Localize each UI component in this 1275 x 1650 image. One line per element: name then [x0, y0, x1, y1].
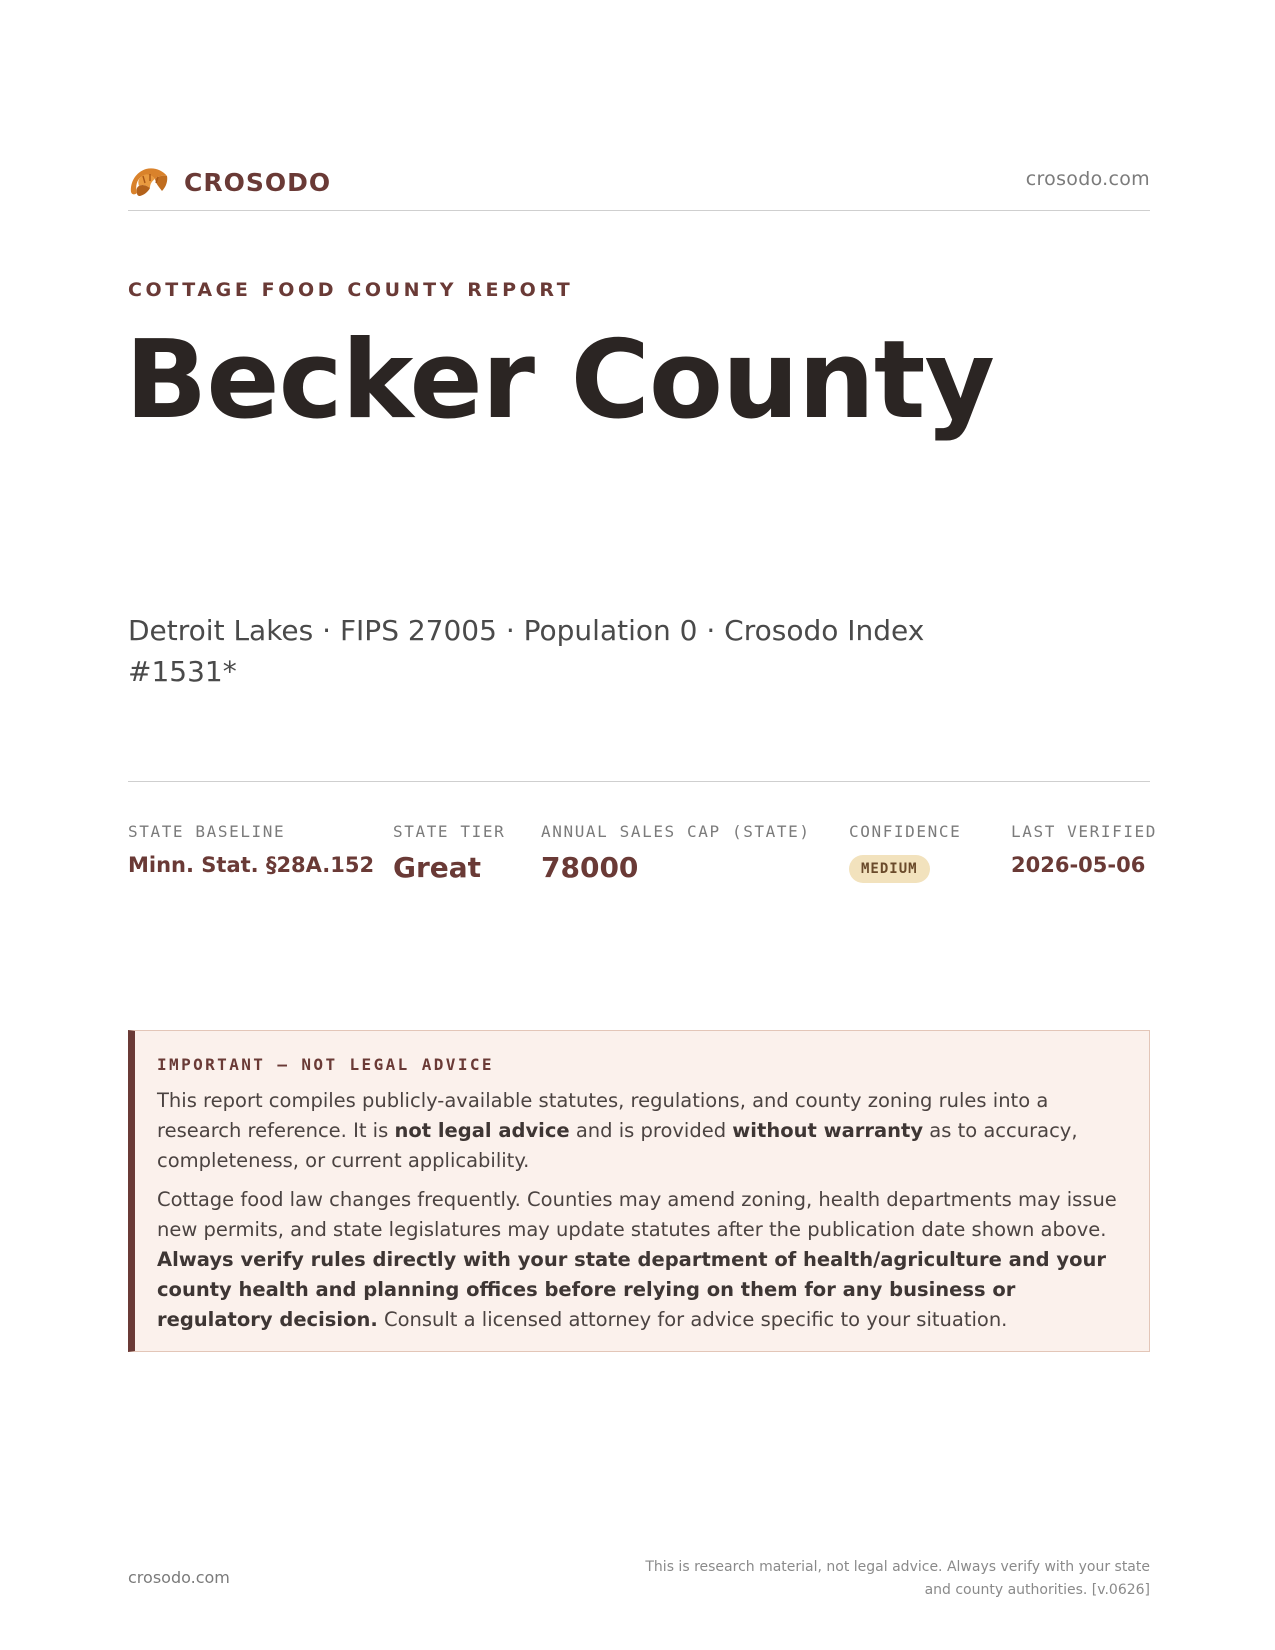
notice-text: and is provided [569, 1119, 733, 1142]
notice-paragraph [157, 1086, 1127, 1176]
croissant-icon [128, 162, 170, 202]
stat-label: LAST VERIFIED [1011, 822, 1158, 841]
legal-notice [128, 1030, 1150, 1352]
page-header [128, 158, 1150, 211]
notice-paragraph [157, 1185, 1127, 1335]
report-page [125, 0, 1158, 1650]
stat-value: Great [393, 851, 482, 884]
stat-state-baseline [128, 822, 374, 877]
brand-name: CROSODO [184, 167, 332, 197]
page-title: Becker County [125, 318, 994, 443]
stats-row [128, 781, 1158, 912]
report-eyebrow: COTTAGE FOOD COUNTY REPORT [128, 279, 574, 301]
notice-emphasis: not legal advice [394, 1119, 570, 1142]
stat-label: STATE BASELINE [128, 822, 286, 841]
stat-label: STATE TIER [393, 822, 506, 841]
stat-annual-sales-cap [541, 822, 811, 884]
stat-value: 2026-05-06 [1011, 853, 1146, 877]
footer-site-link[interactable]: crosodo.com [128, 1568, 230, 1587]
stat-label: ANNUAL SALES CAP (STATE) [541, 822, 811, 841]
notice-title: IMPORTANT — NOT LEGAL ADVICE [157, 1055, 494, 1074]
footer-disclaimer: This is research material, not legal advice. Always verify with your state and county authorities. [v.0626] [645, 1559, 1150, 1598]
notice-emphasis: without warranty [732, 1119, 924, 1142]
report-subtitle: Detroit Lakes · FIPS 27005 · Population 0 · Crosodo Index #1531* [128, 614, 925, 688]
notice-text: as to accuracy, completeness, or current applicability. [157, 1119, 1078, 1172]
stat-last-verified [1011, 822, 1157, 877]
notice-emphasis: Always verify rules directly with your state department of health/agriculture and your county health and planning offices before relying on them for any business or regulatory decision. [157, 1248, 1107, 1331]
notice-text: Consult a licensed attorney for advice specific to your situation. [377, 1308, 1008, 1331]
notice-text: This report compiles publicly-available statutes, regulations, and county zoning rules into a research reference. It is [157, 1089, 1049, 1142]
stat-value: 78000 [541, 851, 639, 884]
stat-label: CONFIDENCE [849, 822, 962, 841]
brand [128, 162, 331, 202]
stat-confidence [849, 822, 961, 883]
notice-text: Cottage food law changes frequently. Counties may amend zoning, health departments may issue new permits, and state legislatures may update statutes after the publication date shown above. [157, 1188, 1117, 1241]
confidence-badge: MEDIUM [849, 855, 930, 883]
stat-value: Minn. Stat. §28A.152 [128, 853, 375, 877]
stat-state-tier [393, 822, 505, 884]
header-site-link[interactable]: crosodo.com [1025, 168, 1150, 190]
